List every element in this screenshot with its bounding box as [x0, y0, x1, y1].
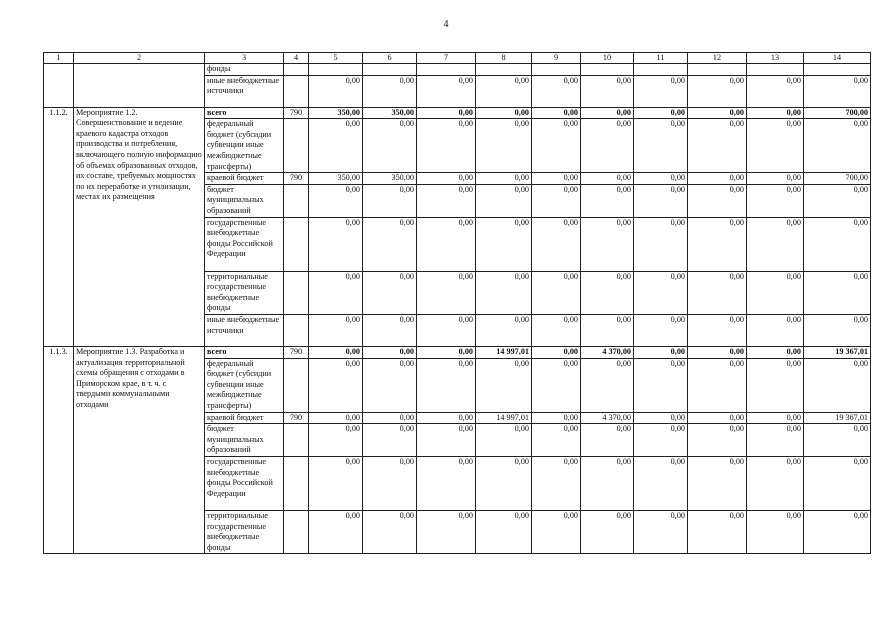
- amount-cell: 0,00: [688, 173, 747, 185]
- amount-cell: 0,00: [747, 107, 804, 119]
- amount-cell: 0,00: [747, 456, 804, 510]
- amount-cell: 0,00: [363, 217, 417, 271]
- funding-source: всего: [205, 346, 284, 358]
- amount-cell: [309, 64, 363, 76]
- amount-cell: [581, 64, 634, 76]
- amount-cell: [634, 64, 688, 76]
- column-header: 2: [74, 53, 205, 64]
- amount-cell: 700,00: [804, 107, 871, 119]
- amount-cell: 0,00: [417, 510, 476, 553]
- amount-cell: 0,00: [532, 173, 581, 185]
- amount-cell: 700,00: [804, 173, 871, 185]
- budget-code: [284, 271, 309, 314]
- amount-cell: 0,00: [476, 173, 532, 185]
- amount-cell: 0,00: [634, 217, 688, 271]
- amount-cell: 0,00: [417, 456, 476, 510]
- budget-code: [284, 64, 309, 76]
- amount-cell: 0,00: [634, 358, 688, 412]
- budget-code: 790: [284, 107, 309, 119]
- amount-cell: 0,00: [476, 107, 532, 119]
- amount-cell: 19 367,01: [804, 346, 871, 358]
- amount-cell: 0,00: [363, 412, 417, 424]
- column-header: 10: [581, 53, 634, 64]
- amount-cell: 0,00: [688, 412, 747, 424]
- funding-source: территориальные государственные внебюджетные фонды: [205, 271, 284, 314]
- amount-cell: 0,00: [476, 456, 532, 510]
- amount-cell: 0,00: [476, 271, 532, 314]
- activity-number: [44, 64, 74, 108]
- budget-code: [284, 184, 309, 217]
- amount-cell: 0,00: [581, 424, 634, 457]
- amount-cell: 0,00: [634, 184, 688, 217]
- amount-cell: 350,00: [363, 173, 417, 185]
- activity-description: Мероприятие 1.2. Совершенствование и ведение краевого кадастра отходов производства и потребления, включающего полную информацию об объемах образованных отходов, их составе, требуемых мощностях по их переработке и утилизации, местах их размещения: [74, 107, 205, 346]
- activity-number: 1.1.2.: [44, 107, 74, 346]
- amount-cell: 0,00: [417, 107, 476, 119]
- amount-cell: 0,00: [309, 314, 363, 346]
- amount-cell: 0,00: [804, 184, 871, 217]
- amount-cell: 0,00: [363, 358, 417, 412]
- amount-cell: 0,00: [634, 75, 688, 107]
- amount-cell: 0,00: [581, 510, 634, 553]
- funding-source: всего: [205, 107, 284, 119]
- amount-cell: 0,00: [581, 75, 634, 107]
- column-header: 13: [747, 53, 804, 64]
- amount-cell: 0,00: [581, 119, 634, 173]
- amount-cell: 0,00: [363, 119, 417, 173]
- budget-code: [284, 314, 309, 346]
- budget-code: 790: [284, 173, 309, 185]
- amount-cell: 0,00: [747, 346, 804, 358]
- amount-cell: 0,00: [417, 271, 476, 314]
- amount-cell: 0,00: [363, 75, 417, 107]
- amount-cell: 0,00: [309, 217, 363, 271]
- amount-cell: 0,00: [476, 314, 532, 346]
- amount-cell: [363, 64, 417, 76]
- amount-cell: 0,00: [581, 184, 634, 217]
- amount-cell: 0,00: [417, 314, 476, 346]
- activity-description: Мероприятие 1.3. Разработка и актуализация территориальной схемы обращения с отходами в Приморском крае, в т. ч. с твердыми коммунальными отходами: [74, 346, 205, 553]
- amount-cell: 0,00: [417, 358, 476, 412]
- amount-cell: 0,00: [417, 346, 476, 358]
- amount-cell: 0,00: [417, 217, 476, 271]
- funding-source: бюджет муниципальных образований: [205, 184, 284, 217]
- amount-cell: 0,00: [804, 424, 871, 457]
- amount-cell: 0,00: [634, 346, 688, 358]
- amount-cell: 0,00: [532, 358, 581, 412]
- table-row: [44, 107, 871, 119]
- amount-cell: 0,00: [804, 314, 871, 346]
- amount-cell: 0,00: [634, 456, 688, 510]
- amount-cell: 0,00: [363, 346, 417, 358]
- amount-cell: 0,00: [581, 456, 634, 510]
- amount-cell: 0,00: [634, 314, 688, 346]
- amount-cell: 0,00: [804, 456, 871, 510]
- budget-code: [284, 510, 309, 553]
- amount-cell: 0,00: [363, 424, 417, 457]
- amount-cell: 4 370,00: [581, 412, 634, 424]
- amount-cell: 0,00: [804, 510, 871, 553]
- amount-cell: 0,00: [804, 217, 871, 271]
- amount-cell: 4 370,00: [581, 346, 634, 358]
- amount-cell: 0,00: [417, 184, 476, 217]
- column-header: 5: [309, 53, 363, 64]
- funding-source: фонды: [205, 64, 284, 76]
- amount-cell: 0,00: [688, 456, 747, 510]
- budget-code: [284, 456, 309, 510]
- activity-number: 1.1.3.: [44, 346, 74, 553]
- amount-cell: 0,00: [804, 271, 871, 314]
- amount-cell: 0,00: [309, 424, 363, 457]
- funding-source: иные внебюджетные источники: [205, 75, 284, 107]
- amount-cell: 0,00: [747, 173, 804, 185]
- amount-cell: 0,00: [688, 314, 747, 346]
- budget-code: [284, 75, 309, 107]
- amount-cell: 0,00: [532, 314, 581, 346]
- header-row: [44, 53, 871, 64]
- funding-source: государственные внебюджетные фонды Российской Федерации: [205, 456, 284, 510]
- budget-code: [284, 217, 309, 271]
- amount-cell: 0,00: [476, 119, 532, 173]
- amount-cell: 0,00: [688, 75, 747, 107]
- table-row: [44, 64, 871, 76]
- amount-cell: 0,00: [476, 510, 532, 553]
- amount-cell: 0,00: [688, 346, 747, 358]
- amount-cell: 0,00: [747, 217, 804, 271]
- funding-source: территориальные государственные внебюджетные фонды: [205, 510, 284, 553]
- amount-cell: 0,00: [581, 271, 634, 314]
- amount-cell: 0,00: [634, 107, 688, 119]
- amount-cell: 14 997,01: [476, 412, 532, 424]
- amount-cell: 0,00: [309, 346, 363, 358]
- amount-cell: [532, 64, 581, 76]
- amount-cell: 0,00: [532, 456, 581, 510]
- amount-cell: 0,00: [581, 107, 634, 119]
- amount-cell: 0,00: [363, 510, 417, 553]
- budget-code: [284, 424, 309, 457]
- amount-cell: [804, 64, 871, 76]
- budget-code: 790: [284, 346, 309, 358]
- column-header: 6: [363, 53, 417, 64]
- table-row: [44, 346, 871, 358]
- amount-cell: 0,00: [417, 173, 476, 185]
- amount-cell: 0,00: [747, 510, 804, 553]
- budget-code: 790: [284, 412, 309, 424]
- amount-cell: 0,00: [688, 358, 747, 412]
- column-header: 1: [44, 53, 74, 64]
- amount-cell: 0,00: [309, 184, 363, 217]
- amount-cell: 0,00: [688, 217, 747, 271]
- amount-cell: 14 997,01: [476, 346, 532, 358]
- amount-cell: 0,00: [581, 358, 634, 412]
- amount-cell: 0,00: [581, 217, 634, 271]
- amount-cell: 0,00: [532, 217, 581, 271]
- amount-cell: 0,00: [532, 107, 581, 119]
- amount-cell: 0,00: [476, 217, 532, 271]
- column-header: 14: [804, 53, 871, 64]
- amount-cell: 0,00: [634, 412, 688, 424]
- amount-cell: 0,00: [476, 358, 532, 412]
- column-header: 8: [476, 53, 532, 64]
- amount-cell: 0,00: [417, 424, 476, 457]
- amount-cell: 0,00: [581, 314, 634, 346]
- page-number: 4: [443, 19, 449, 30]
- amount-cell: 0,00: [417, 119, 476, 173]
- amount-cell: 0,00: [747, 184, 804, 217]
- amount-cell: 0,00: [634, 119, 688, 173]
- amount-cell: 0,00: [747, 358, 804, 412]
- amount-cell: 0,00: [309, 271, 363, 314]
- amount-cell: 0,00: [309, 456, 363, 510]
- amount-cell: 0,00: [309, 412, 363, 424]
- column-header: 3: [205, 53, 284, 64]
- funding-source: иные внебюджетные источники: [205, 314, 284, 346]
- amount-cell: 0,00: [417, 75, 476, 107]
- amount-cell: 0,00: [634, 510, 688, 553]
- amount-cell: 0,00: [363, 314, 417, 346]
- amount-cell: 0,00: [363, 271, 417, 314]
- amount-cell: 0,00: [747, 75, 804, 107]
- funding-source: федеральный бюджет (субсидии субвенции иные межбюджетные трансферты): [205, 119, 284, 173]
- amount-cell: 0,00: [688, 184, 747, 217]
- amount-cell: 0,00: [804, 75, 871, 107]
- amount-cell: 0,00: [688, 107, 747, 119]
- amount-cell: 0,00: [688, 510, 747, 553]
- amount-cell: 0,00: [309, 75, 363, 107]
- amount-cell: 0,00: [747, 424, 804, 457]
- amount-cell: 0,00: [532, 424, 581, 457]
- amount-cell: 19 367,01: [804, 412, 871, 424]
- amount-cell: 0,00: [417, 412, 476, 424]
- funding-source: федеральный бюджет (субсидии субвенции иные межбюджетные трансферты): [205, 358, 284, 412]
- amount-cell: 0,00: [532, 271, 581, 314]
- amount-cell: 0,00: [476, 75, 532, 107]
- amount-cell: 0,00: [804, 358, 871, 412]
- amount-cell: 0,00: [532, 510, 581, 553]
- budget-code: [284, 119, 309, 173]
- amount-cell: 0,00: [309, 119, 363, 173]
- amount-cell: 0,00: [532, 346, 581, 358]
- amount-cell: [747, 64, 804, 76]
- funding-source: государственные внебюджетные фонды Российской Федерации: [205, 217, 284, 271]
- funding-source: бюджет муниципальных образований: [205, 424, 284, 457]
- amount-cell: 0,00: [747, 271, 804, 314]
- amount-cell: 0,00: [309, 358, 363, 412]
- amount-cell: 0,00: [804, 119, 871, 173]
- amount-cell: 0,00: [747, 412, 804, 424]
- amount-cell: 0,00: [532, 184, 581, 217]
- column-header: 7: [417, 53, 476, 64]
- amount-cell: 0,00: [688, 271, 747, 314]
- amount-cell: 0,00: [476, 184, 532, 217]
- amount-cell: [688, 64, 747, 76]
- amount-cell: 0,00: [532, 119, 581, 173]
- amount-cell: 0,00: [363, 184, 417, 217]
- amount-cell: 0,00: [688, 424, 747, 457]
- amount-cell: 350,00: [363, 107, 417, 119]
- amount-cell: 350,00: [309, 107, 363, 119]
- column-header: 11: [634, 53, 688, 64]
- amount-cell: 0,00: [476, 424, 532, 457]
- amount-cell: [476, 64, 532, 76]
- budget-code: [284, 358, 309, 412]
- activity-description: [74, 64, 205, 108]
- amount-cell: 0,00: [688, 119, 747, 173]
- budget-table: [43, 52, 871, 554]
- amount-cell: 0,00: [363, 456, 417, 510]
- amount-cell: 0,00: [747, 314, 804, 346]
- amount-cell: 0,00: [634, 424, 688, 457]
- amount-cell: 0,00: [532, 412, 581, 424]
- amount-cell: 0,00: [581, 173, 634, 185]
- amount-cell: 0,00: [634, 271, 688, 314]
- amount-cell: [417, 64, 476, 76]
- column-header: 4: [284, 53, 309, 64]
- funding-source: краевой бюджет: [205, 412, 284, 424]
- column-header: 12: [688, 53, 747, 64]
- amount-cell: 0,00: [634, 173, 688, 185]
- column-header: 9: [532, 53, 581, 64]
- amount-cell: 350,00: [309, 173, 363, 185]
- amount-cell: 0,00: [747, 119, 804, 173]
- funding-source: краевой бюджет: [205, 173, 284, 185]
- amount-cell: 0,00: [532, 75, 581, 107]
- amount-cell: 0,00: [309, 510, 363, 553]
